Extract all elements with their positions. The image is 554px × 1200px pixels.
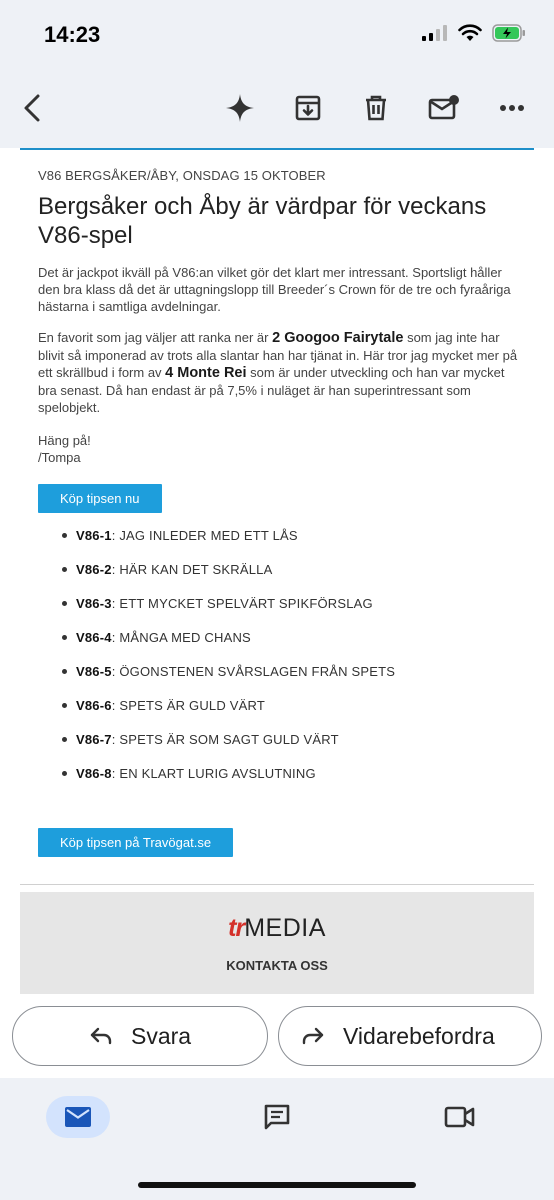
archive-button[interactable] — [288, 88, 328, 128]
list-item: V86-3: ETT MYCKET SPELVÄRT SPIKFÖRSLAG — [38, 596, 518, 630]
reply-bar — [0, 994, 554, 1078]
list-item: V86-8: EN KLART LURIG AVSLUTNING — [38, 766, 518, 800]
mark-unread-icon — [428, 94, 460, 122]
sparkle-icon — [225, 93, 255, 123]
horse-name: 2 Googoo Fairytale — [272, 330, 404, 346]
buy-tips-button[interactable]: Köp tipsen nu — [38, 484, 162, 513]
tips-paragraph: En favorit som jag väljer att ranka ner är 2 Googoo Fairytale som jag inte har blivit så imponerad av trots alla slantar han har tjänat in. Här tror jag mycket mer på ett skrällbud i form av 4 Monte Rei som är under utveckling och han var mycket bra senast. Då han endast är på 7,5% i nuläget är han superintressant som spelobjekt. — [38, 330, 518, 415]
signature: Häng på! /Tompa — [38, 433, 91, 465]
mark-unread-button[interactable] — [424, 88, 464, 128]
email-toolbar — [0, 70, 554, 148]
contact-heading: KONTAKTA OSS — [226, 958, 328, 973]
reply-icon — [89, 1026, 113, 1046]
mail-icon — [65, 1107, 91, 1127]
email-eyebrow: V86 BERGSÅKER/ÅBY, ONSDAG 15 OKTOBER — [38, 168, 326, 183]
status-icons — [422, 24, 526, 42]
list-item: V86-1: JAG INLEDER MED ETT LÅS — [38, 528, 518, 562]
nav-meet[interactable] — [428, 1096, 492, 1138]
nav-mail[interactable] — [46, 1096, 110, 1138]
status-time: 14:23 — [44, 22, 101, 47]
home-indicator[interactable] — [138, 1182, 416, 1188]
video-icon — [444, 1106, 476, 1128]
header-divider — [20, 148, 534, 150]
more-icon — [499, 104, 525, 112]
forward-icon — [301, 1026, 325, 1046]
list-item: V86-5: ÖGONSTENEN SVÅRSLAGEN FRÅN SPETS — [38, 664, 518, 698]
race-list — [38, 528, 518, 800]
footer-divider — [20, 884, 534, 885]
gemini-button[interactable] — [220, 88, 260, 128]
delete-button[interactable] — [356, 88, 396, 128]
wifi-icon — [458, 24, 482, 42]
chat-icon — [262, 1102, 292, 1132]
email-headline: Bergsåker och Åby är värdpar för veckans V86-spel — [38, 193, 487, 249]
battery-charging-icon — [492, 24, 526, 42]
email-body[interactable] — [0, 148, 554, 994]
nav-chat[interactable] — [245, 1096, 309, 1138]
list-item: V86-6: SPETS ÄR GULD VÄRT — [38, 698, 518, 732]
status-bar — [0, 0, 554, 70]
newsletter-footer — [20, 892, 534, 994]
tr-media-logo[interactable]: trMEDIA — [228, 914, 326, 942]
list-item: V86-7: SPETS ÄR SOM SAGT GULD VÄRT — [38, 732, 518, 766]
bottom-navigation — [0, 1078, 554, 1200]
list-item: V86-2: HÄR KAN DET SKRÄLLA — [38, 562, 518, 596]
archive-icon — [294, 94, 322, 122]
buy-tips-travogat-button[interactable]: Köp tipsen på Travögat.se — [38, 828, 233, 857]
newsletter — [38, 168, 518, 513]
intro-paragraph: Det är jackpot ikväll på V86:an vilket gör det klart mer intressant. Sportsligt håller den bra klass då det är uttagningslopp till Breeder´s Crown för de tre och fyraåriga hästarna i samtliga avdelningar. — [38, 265, 511, 314]
reply-button[interactable]: Svara — [12, 1006, 268, 1066]
list-item: V86-4: MÅNGA MED CHANS — [38, 630, 518, 664]
forward-button[interactable]: Vidarebefordra — [278, 1006, 542, 1066]
horse-name: 4 Monte Rei — [165, 365, 247, 381]
back-button[interactable] — [12, 88, 52, 128]
back-icon — [21, 93, 43, 123]
delete-icon — [363, 94, 389, 122]
cellular-signal-icon — [422, 25, 448, 41]
more-options-button[interactable] — [492, 88, 532, 128]
